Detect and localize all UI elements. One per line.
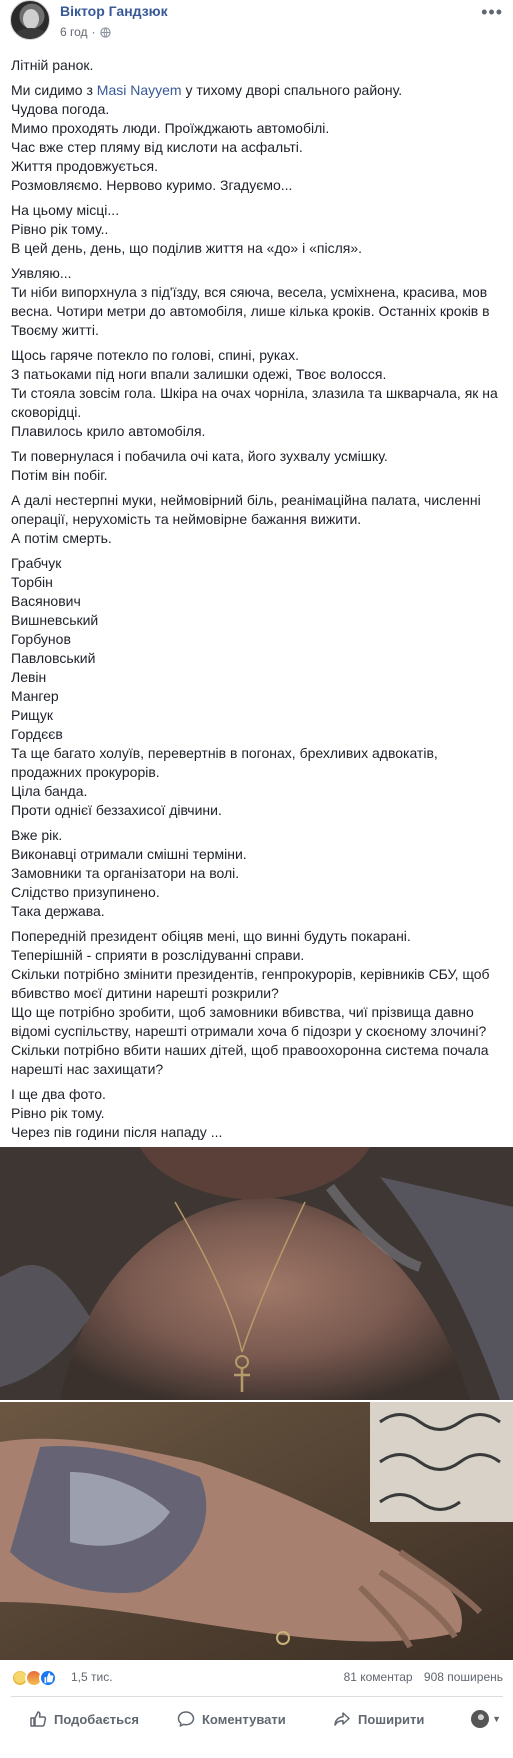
text-line: Грабчук <box>11 555 62 571</box>
text-line: В цей день, день, що поділив життя на «до» і «після». <box>11 240 363 256</box>
like-button[interactable] <box>29 1710 139 1728</box>
post-text <box>11 56 503 1148</box>
reactions-bar <box>11 1666 503 1690</box>
share-icon <box>333 1710 351 1728</box>
text-paragraph <box>11 264 503 340</box>
text-line: А потім смерть. <box>11 530 112 546</box>
share-count[interactable]: 908 поширень <box>423 1670 503 1684</box>
text-line: Та ще багато холуїв, перевертнів в погонах, брехливих адвокатів, <box>11 745 438 761</box>
text-line: сковорідці. <box>11 404 82 420</box>
text-line: Скільки потрібно змінити президентів, генпрокурорів, керівників СБУ, щоб <box>11 966 490 982</box>
text-line: Розмовляємо. Нервово куримо. Згадуємо... <box>11 177 293 193</box>
post-actions <box>11 1702 503 1738</box>
profile-avatar-icon <box>471 1710 489 1728</box>
text-paragraph <box>11 201 503 258</box>
comment-icon <box>177 1710 195 1728</box>
text-line: Така держава. <box>11 903 105 919</box>
caret-down-icon: ▼ <box>492 1714 501 1724</box>
like-reaction-icon <box>39 1669 57 1687</box>
meta-separator: · <box>91 25 96 39</box>
text-line: Вишневський <box>11 612 99 628</box>
text-line: нарешті нас захищати? <box>11 1061 164 1077</box>
text-line: Проти однієї беззахисої дівчини. <box>11 802 222 818</box>
globe-icon[interactable] <box>100 27 111 38</box>
actions-divider <box>11 1696 503 1697</box>
text-line <box>11 81 503 100</box>
share-button[interactable] <box>333 1710 424 1728</box>
text-line: Життя продовжується. <box>11 158 158 174</box>
text-line: операції, нерухомість та неймовірне бажання вижити. <box>11 511 362 527</box>
text-paragraph <box>11 346 503 441</box>
text-line: вбивство моєї дитини нарешті розкрили? <box>11 985 279 1001</box>
text-line: відомі суспільству, нарешті отримали хоча б підозри у скоєному злочині? <box>11 1023 487 1039</box>
text-line: Теперішній - сприяти в розслідуванні справи. <box>11 947 305 963</box>
text-line: Замовники та організатори на волі. <box>11 865 240 881</box>
text-line: Скільки потрібно вбити наших дітей, щоб правоохоронна система почала <box>11 1042 489 1058</box>
text-line: Васянович <box>11 593 81 609</box>
text-line: Твоєму житті. <box>11 322 99 338</box>
photo-neck-image <box>0 1147 513 1400</box>
like-label: Подобається <box>54 1711 139 1727</box>
text-line: Що ще потрібно зробити, щоб замовники вбивства, чиї прізвища давно <box>11 1004 474 1020</box>
text-line: Плавилось крило автомобіля. <box>11 423 206 439</box>
author-avatar[interactable] <box>10 0 50 40</box>
reaction-count[interactable]: 1,5 тис. <box>71 1670 113 1684</box>
text-line: Попередній президент обіцяв мені, що винні будуть покарані. <box>11 928 411 944</box>
text-line: Левін <box>11 669 47 685</box>
text-paragraph <box>11 1085 503 1142</box>
author-name[interactable]: Віктор Гандзюк <box>60 3 168 19</box>
text-line: Ти ніби випорхнула з під'їзду, вся сяюча, весела, усміхнена, красива, мов <box>11 284 488 300</box>
text-line: Рівно рік тому.. <box>11 221 109 237</box>
text-line: Мимо проходять люди. Проїжджають автомобілі. <box>11 120 330 136</box>
text-paragraph <box>11 826 503 921</box>
photo-neck[interactable] <box>0 1147 513 1400</box>
engagement-stats <box>344 1670 503 1684</box>
text-line: З патьоками під ноги впали залишки одежі, Твоє волосся. <box>11 366 387 382</box>
text-line: Мангер <box>11 688 59 704</box>
photo-hand-image <box>0 1402 513 1660</box>
text-line: А далі нестерпні муки, неймовірний біль, реанімаційна палата, численні <box>11 492 481 508</box>
text-line: Рищук <box>11 707 53 723</box>
text-line: Торбін <box>11 574 53 590</box>
text-line: Уявляю... <box>11 265 72 281</box>
text-line: На цьому місці... <box>11 202 120 218</box>
text-paragraph <box>11 81 503 195</box>
text-segment: Ми сидимо з <box>11 82 97 98</box>
mention-link[interactable]: Masi Nayyem <box>96 82 182 98</box>
text-line: Горбунов <box>11 631 71 647</box>
comment-label: Коментувати <box>202 1711 286 1727</box>
text-paragraph <box>11 927 503 1079</box>
text-line: Слідство призупинено. <box>11 884 160 900</box>
text-paragraph <box>11 447 503 485</box>
text-line: Час вже стер пляму від кислоти на асфальті. <box>11 139 303 155</box>
text-line: Ціла банда. <box>11 783 88 799</box>
comment-count[interactable]: 81 коментар <box>343 1670 413 1684</box>
text-line: Гордєєв <box>11 726 63 742</box>
text-paragraph <box>11 56 503 75</box>
reaction-profile-selector[interactable] <box>471 1710 501 1728</box>
text-line: Літній ранок. <box>11 57 94 73</box>
comment-button[interactable] <box>177 1710 286 1728</box>
text-line: Через пів години після нападу ... <box>11 1124 223 1140</box>
text-line: весна. Чотири метри до автомобіля, лише кілька кроків. Останніх кроків в <box>11 303 490 319</box>
post-meta <box>60 25 111 39</box>
text-line: Чудова погода. <box>11 101 110 117</box>
post-time[interactable]: 6 год <box>60 25 88 39</box>
text-line: Рівно рік тому. <box>11 1105 105 1121</box>
text-line: Виконавці отримали смішні терміни. <box>11 846 247 862</box>
text-line: Вже рік. <box>11 827 63 843</box>
text-line: Ти стояла зовсім гола. Шкіра на очах чорніла, злазила та шкварчала, як на <box>11 385 498 401</box>
text-line: продажних прокурорів. <box>11 764 160 780</box>
text-paragraph <box>11 554 503 820</box>
post-header <box>10 0 503 46</box>
text-line: І ще два фото. <box>11 1086 106 1102</box>
share-label: Поширити <box>358 1711 425 1727</box>
thumbs-up-icon <box>29 1710 47 1728</box>
text-line: Павловський <box>11 650 96 666</box>
more-options-button[interactable]: ••• <box>481 2 503 22</box>
text-paragraph <box>11 491 503 548</box>
photo-hand[interactable] <box>0 1402 513 1660</box>
text-segment: у тихому дворі спального району. <box>181 82 403 98</box>
reaction-icons[interactable] <box>11 1669 53 1687</box>
text-line: Ти повернулася і побачила очі ката, його зухвалу усмішку. <box>11 448 388 464</box>
text-line: Потім він побіг. <box>11 467 108 483</box>
text-line: Щось гаряче потекло по голові, спині, руках. <box>11 347 299 363</box>
